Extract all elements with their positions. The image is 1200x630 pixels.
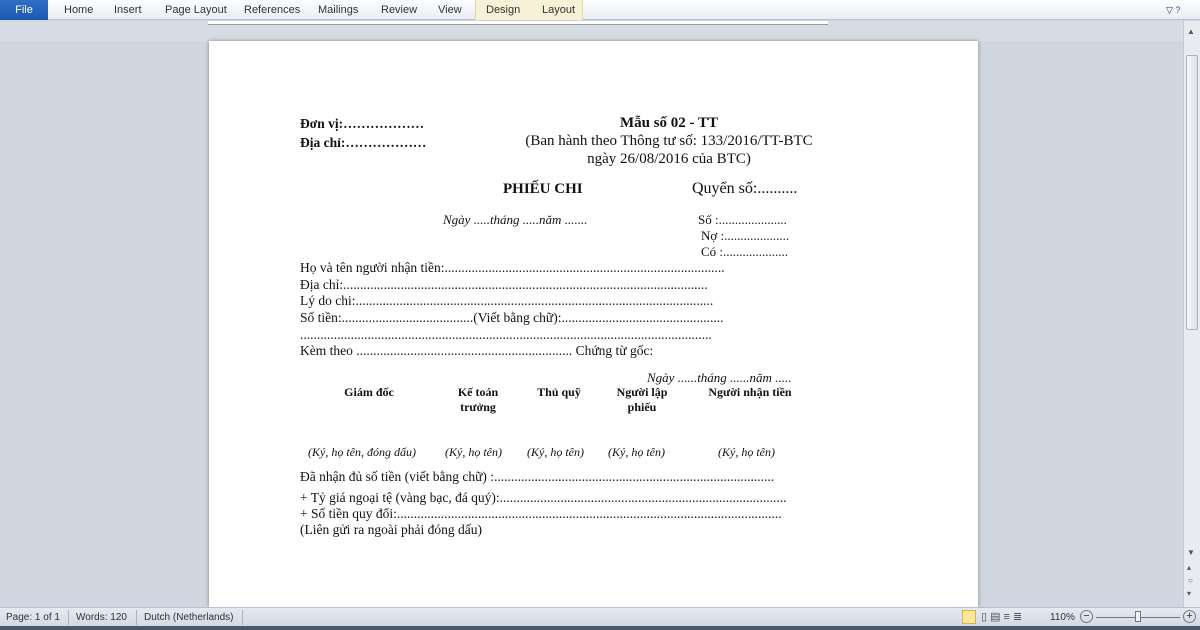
form-number: Mẫu số 02 - TT xyxy=(619,115,719,131)
tab-file[interactable]: File xyxy=(0,0,48,20)
tab-home[interactable]: Home xyxy=(64,4,94,16)
document-title: PHIẾU CHI xyxy=(503,181,583,197)
dotted-line: .......................................................................................................................... xyxy=(300,327,712,342)
amount-field: Số tiền:.......................................(Viết bằng chữ):................................................ xyxy=(300,310,724,325)
zoom-level[interactable]: 110% xyxy=(1050,612,1075,623)
view-mode-icons[interactable]: ▯ ▤ ≡ ≣ xyxy=(981,611,1023,623)
scroll-up-icon[interactable]: ▲ xyxy=(1187,27,1195,36)
vertical-scrollbar[interactable] xyxy=(1183,21,1200,607)
signature-note: (Ký, họ tên) xyxy=(718,445,775,459)
tab-mailings[interactable]: Mailings xyxy=(318,4,359,16)
issued-date: ngày 26/08/2016 của BTC) xyxy=(587,151,751,167)
issued-by: (Ban hành theo Thông tư số: 133/2016/TT-BTC xyxy=(525,133,813,149)
language[interactable]: Dutch (Netherlands) xyxy=(144,612,234,623)
browse-object-icon[interactable]: ○ xyxy=(1188,576,1193,585)
zoom-in-icon[interactable]: + xyxy=(1183,610,1196,623)
signature-note: (Ký, họ tên) xyxy=(608,445,665,459)
minimize-ribbon-icon[interactable]: ▽ ? xyxy=(1166,5,1181,15)
zoom-slider-thumb[interactable] xyxy=(1135,611,1141,622)
signer-role: Người nhận tiền xyxy=(708,385,792,399)
word-count[interactable]: Words: 120 xyxy=(76,612,127,623)
tab-review[interactable]: Review xyxy=(381,4,418,16)
converted-amount-field: + Số tiền quy đổi:.................................................................................................................. xyxy=(300,506,782,521)
unit-field: Đơn vị:……………… xyxy=(300,116,425,131)
signature-note: (Ký, họ tên, đóng dấu) xyxy=(308,445,416,459)
received-amount-field: Đã nhận đủ số tiền (viết bằng chữ) :................................................................................... xyxy=(300,469,775,484)
print-layout-icon[interactable] xyxy=(962,610,976,624)
book-number: Quyển số:.......... xyxy=(692,180,798,197)
reason-field: Lý do chi:.......................................................................................................... xyxy=(300,293,714,308)
signer-role: Thủ quỹ xyxy=(537,385,581,399)
signature-note: (Ký, họ tên) xyxy=(527,445,584,459)
exchange-rate-field: + Tỷ giá ngoại tệ (vàng bạc, đá quý):..................................................................................... xyxy=(300,490,787,505)
zoom-out-icon[interactable]: − xyxy=(1080,610,1093,623)
tab-references[interactable]: References xyxy=(244,4,301,16)
document-page[interactable] xyxy=(209,41,978,607)
signer-role: Người lập phiếu xyxy=(616,385,668,414)
attachments-field: Kèm theo ................................................................ Chứng từ gốc: xyxy=(300,343,654,358)
address-field: Địa chỉ:............................................................................................................ xyxy=(300,277,708,292)
signer-role: Giám đốc xyxy=(344,385,394,399)
taskbar xyxy=(0,626,1200,630)
status-bar xyxy=(0,607,1200,626)
tab-view[interactable]: View xyxy=(438,4,462,16)
tab-page-layout[interactable]: Page Layout xyxy=(165,4,227,16)
stamp-note: (Liên gửi ra ngoài phải đóng dấu) xyxy=(300,522,483,537)
credit-field: Có :.................... xyxy=(701,244,789,259)
signature-note: (Ký, họ tên) xyxy=(445,445,502,459)
tab-insert[interactable]: Insert xyxy=(114,4,142,16)
signer-role: Kế toán trưởng xyxy=(457,385,499,414)
ribbon-tabs xyxy=(0,0,1200,20)
sign-date-line: Ngày ......tháng ......năm ..... xyxy=(647,370,792,385)
address-field-header: Địa chỉ:……………… xyxy=(300,135,427,150)
recipient-name-field: Họ và tên người nhận tiền:................................................................................... xyxy=(300,260,725,275)
next-page-icon[interactable]: ▾ xyxy=(1187,589,1192,598)
previous-page-icon[interactable]: ▴ xyxy=(1187,563,1192,572)
tab-layout[interactable]: Layout xyxy=(542,4,576,16)
tab-design[interactable]: Design xyxy=(486,4,521,16)
scrollbar-thumb[interactable] xyxy=(1186,55,1198,330)
scroll-down-icon[interactable]: ▼ xyxy=(1187,548,1195,557)
horizontal-ruler[interactable] xyxy=(0,21,1200,41)
date-line: Ngày .....tháng .....năm ....... xyxy=(443,212,588,227)
number-field: Số :..................... xyxy=(698,212,787,227)
debit-field: Nợ :.................... xyxy=(701,228,790,243)
page-count[interactable]: Page: 1 of 1 xyxy=(6,612,60,623)
